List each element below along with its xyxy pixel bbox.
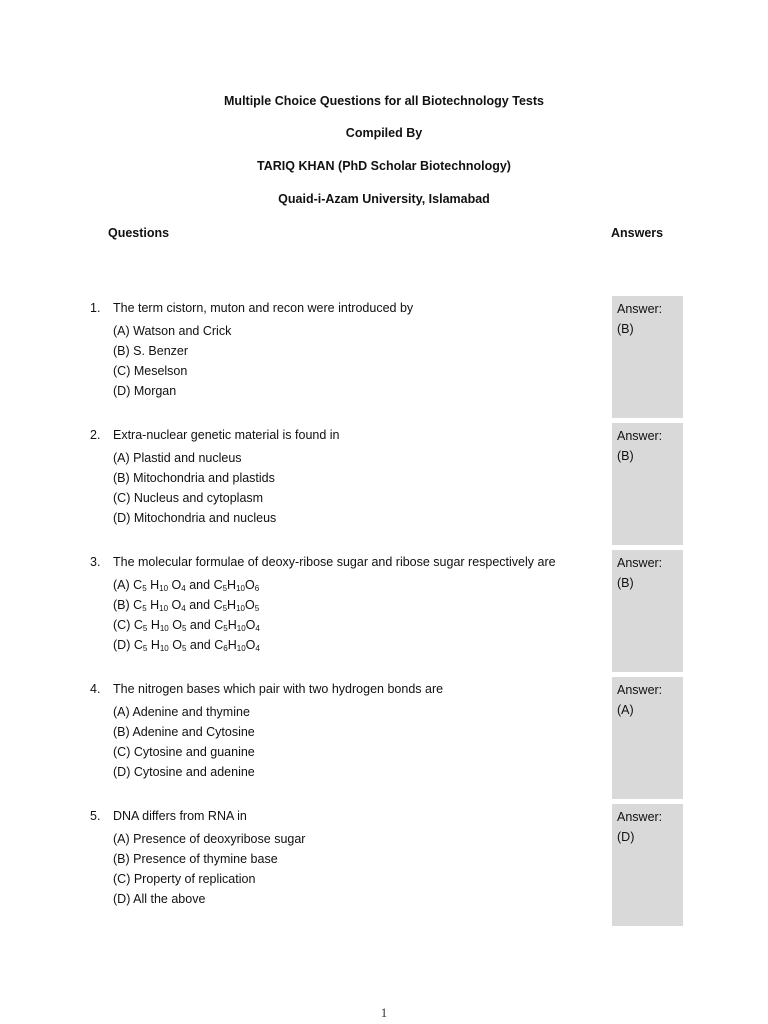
answer-box-1 — [612, 296, 683, 418]
option-list — [113, 575, 260, 655]
answer-label: Answer: — [617, 556, 663, 570]
option-c: (C) Property of replication — [113, 872, 256, 886]
question-stem: DNA differs from RNA in — [113, 809, 247, 823]
joiner: and — [189, 638, 211, 652]
formula-1: $C_5$ $H_{10}$ $O_5$ — [133, 618, 187, 633]
question-stem: The nitrogen bases which pair with two hydrogen bonds are — [113, 682, 444, 696]
page-number: 1 — [380, 1005, 388, 1020]
question-number: 3. — [90, 555, 101, 569]
option-b: (B) S. Benzer — [113, 344, 189, 358]
answer-box-3 — [612, 550, 683, 672]
answer-box-2 — [612, 423, 683, 545]
option-a: (A) Adenine and thymine — [113, 705, 250, 719]
question-stem: The molecular formulae of deoxy-ribose sugar and ribose sugar respectively are — [113, 555, 556, 569]
joiner: and — [189, 618, 211, 632]
question-number: 1. — [90, 301, 101, 315]
answer-label: Answer: — [617, 302, 663, 316]
answers-column-heading: Answers — [611, 226, 664, 240]
option-list — [113, 829, 305, 909]
author-name: TARIQ KHAN (PhD Scholar Biotechnology) — [257, 159, 511, 173]
question-stem: The term cistorn, muton and recon were introduced by — [113, 301, 414, 315]
institution-name: Quaid-i-Azam University, Islamabad — [278, 192, 490, 206]
option-b: (B) Presence of thymine base — [113, 852, 278, 866]
option-list — [113, 448, 276, 528]
answer-value: (B) — [617, 576, 634, 590]
compiled-by-label: Compiled By — [345, 126, 423, 140]
option-b — [113, 595, 260, 615]
option-prefix: (C) — [113, 618, 131, 632]
option-b: (B) Adenine and Cytosine — [113, 725, 255, 739]
question-number: 2. — [90, 428, 101, 442]
option-c: (C) Meselson — [113, 364, 188, 378]
option-list — [113, 321, 231, 401]
option-a — [113, 575, 260, 595]
formula-2: $C_5H_{10}O_4$ — [214, 618, 260, 633]
answer-label: Answer: — [617, 810, 663, 824]
formula-1: $C_5$ $H_{10}$ $O_4$ — [133, 578, 186, 593]
answer-value: (B) — [617, 322, 634, 336]
answer-value: (D) — [617, 830, 635, 844]
answer-value: (B) — [617, 449, 634, 463]
option-d: (D) Cytosine and adenine — [113, 765, 255, 779]
formula-1: $C_5$ $H_{10}$ $O_4$ — [133, 598, 186, 613]
option-a: (A) Plastid and nucleus — [113, 451, 242, 465]
document-title: Multiple Choice Questions for all Biotechnology Tests — [224, 94, 544, 108]
formula-2: $C_6H_{10}O_4$ — [214, 638, 260, 653]
option-b: (B) Mitochondria and plastids — [113, 471, 275, 485]
option-c: (C) Cytosine and guanine — [113, 745, 255, 759]
questions-column-heading: Questions — [108, 226, 170, 240]
option-d: (D) Morgan — [113, 384, 177, 398]
option-prefix: (A) — [113, 578, 130, 592]
formula-2: $C_5H_{10}O_6$ — [213, 578, 260, 593]
answer-label: Answer: — [617, 683, 663, 697]
option-a: (A) Presence of deoxyribose sugar — [113, 832, 306, 846]
question-number: 5. — [90, 809, 101, 823]
formula-2: $C_5H_{10}O_5$ — [213, 598, 260, 613]
option-prefix: (D) — [113, 638, 131, 652]
question-number: 4. — [90, 682, 101, 696]
option-c: (C) Nucleus and cytoplasm — [113, 491, 264, 505]
joiner: and — [189, 578, 211, 592]
option-d: (D) All the above — [113, 892, 206, 906]
option-list — [113, 702, 255, 782]
answer-label: Answer: — [617, 429, 663, 443]
option-d — [113, 635, 260, 655]
answer-box-4 — [612, 677, 683, 799]
option-c — [113, 615, 260, 635]
option-prefix: (B) — [113, 598, 130, 612]
option-a: (A) Watson and Crick — [113, 324, 232, 338]
question-stem: Extra-nuclear genetic material is found in — [113, 428, 340, 442]
option-d: (D) Mitochondria and nucleus — [113, 511, 277, 525]
answer-box-5 — [612, 804, 683, 926]
answer-value: (A) — [617, 703, 634, 717]
joiner: and — [189, 598, 211, 612]
formula-1: $C_5$ $H_{10}$ $O_5$ — [133, 638, 187, 653]
